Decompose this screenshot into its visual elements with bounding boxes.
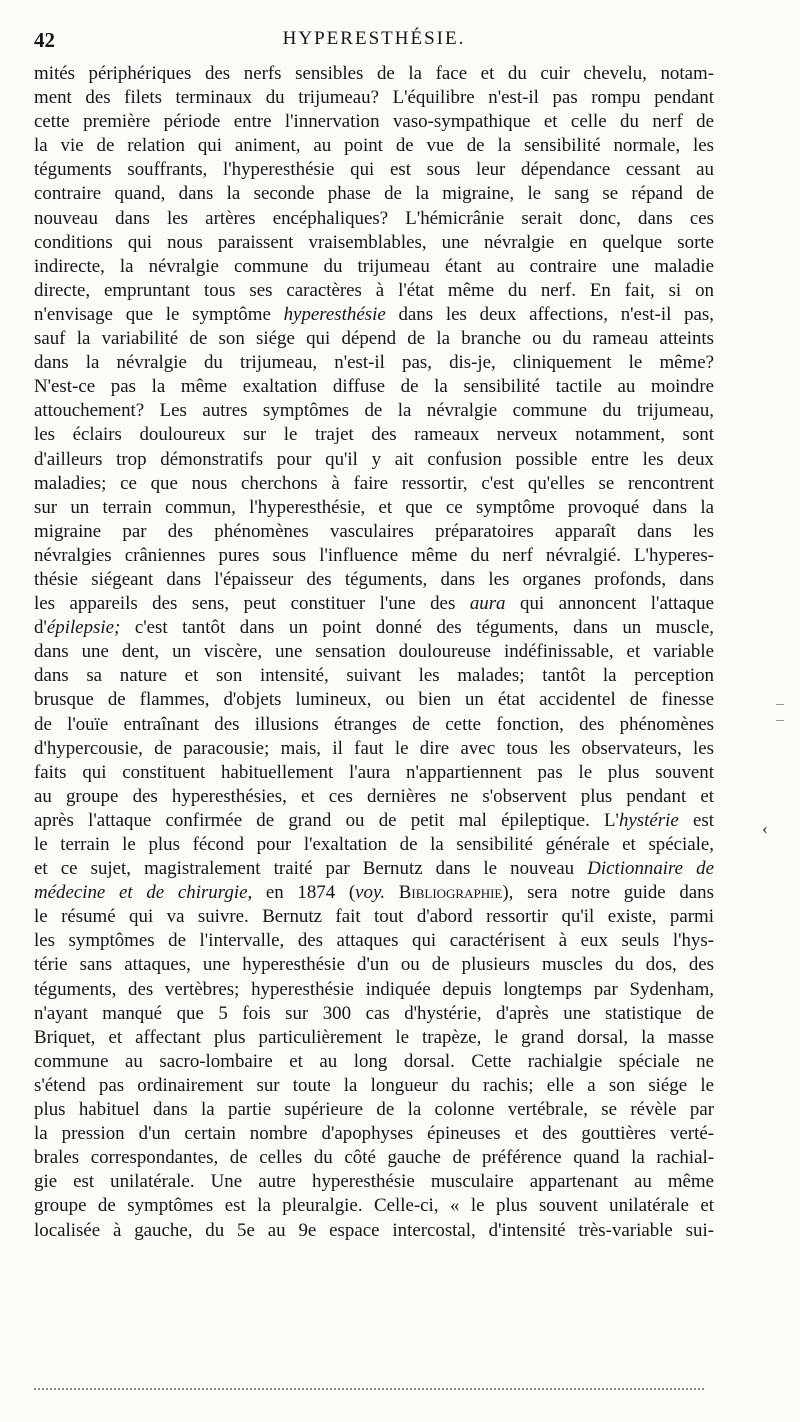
text-run: et ce sujet, magistralement traité par Bernutz dans le nouveau: [34, 858, 588, 880]
text-line: le terrain le plus fécond pour l'exaltation de la sensibilité générale et spéciale,: [34, 834, 714, 855]
text-line: s'étend pas ordinairement sur toute la longueur du rachis; elle a son siége le: [34, 1074, 714, 1096]
text-line: mités périphériques des nerfs sensibles de la face et du cuir chevelu, notam-: [34, 63, 714, 84]
text-line: les éclairs douloureux sur le trajet des rameaux nerveux notamment, sont: [34, 424, 714, 446]
text-line: contraire quand, dans la seconde phase de la migraine, le sang se répand de: [34, 183, 714, 205]
small-caps-reference: Bibliographie: [398, 882, 503, 904]
margin-mark: ‹: [762, 818, 768, 838]
text-line: d'hypercousie, de paracousie; mais, il faut le dire avec tous les observateurs, les: [34, 737, 714, 759]
text-line: [34, 303, 714, 327]
italic-term: hystérie: [618, 809, 679, 831]
text-line: cette première période entre l'innervation vaso-sympathique et celle du nerf de: [34, 111, 714, 133]
text-line: conditions qui nous paraissent vraisemblables, une névralgie en quelque sorte: [34, 231, 714, 253]
text-line: les symptômes de l'intervalle, des attaques qui caractérisent à eux seuls l'hys-: [34, 930, 714, 952]
body-text: [34, 62, 714, 1243]
text-line: [34, 857, 714, 881]
text-line: n'ayant manqué que 5 fois sur 300 cas d'hystérie, d'après une statistique de: [34, 1002, 714, 1024]
text-line: thésie siégeant dans l'épaisseur des téguments, dans les organes profonds, dans: [34, 568, 714, 590]
running-title: HYPERESTHÉSIE.: [282, 28, 466, 49]
text-line: [34, 881, 714, 905]
text-line: directe, empruntant tous ses caractères à l'état même du nerf. En fait, si on: [34, 279, 714, 301]
text-run: est: [678, 809, 714, 831]
text-line: faits qui constituent habituellement l'aura n'appartiennent pas le plus souvent: [34, 761, 714, 783]
text-line: indirecte, la névralgie commune du trijumeau étant au contraire une maladie: [34, 255, 714, 277]
text-run: qui annoncent l'attaque: [505, 593, 714, 615]
text-line: névralgies crâniennes pures sous l'influence même du nerf névralgié. L'hyperes-: [34, 544, 714, 566]
text-line: N'est-ce pas la même exaltation diffuse de la sensibilité tactile au moindre: [34, 376, 714, 398]
text-run: les appareils des sens, peut constituer l'une des: [34, 593, 470, 615]
text-line: migraine par des phénomènes vasculaires préparatoires apparaît dans les: [34, 520, 714, 542]
text-line: le résumé qui va suivre. Bernutz fait tout d'abord ressortir qu'il existe, parmi: [34, 906, 714, 928]
text-line: d'ailleurs trop démonstratifs pour qu'il y ait confusion possible entre les deux: [34, 448, 714, 470]
text-line: gie est unilatérale. Une autre hyperesthésie musculaire appartenant au même: [34, 1171, 714, 1193]
margin-tick: [776, 720, 784, 721]
text-run: après l'attaque confirmée de grand ou de petit mal épileptique. L': [34, 809, 619, 831]
italic-term: hyperesthésie: [283, 303, 386, 325]
italic-term: voy.: [355, 882, 386, 904]
text-line: dans sa nature et son intensité, suivant les malades; tantôt la perception: [34, 665, 714, 687]
text-line: la vie de relation qui animent, au point de vue de la sensibilité normale, les: [34, 135, 714, 157]
text-line: dans une dent, un viscère, une sensation douloureuse indéfinissable, et variable: [34, 641, 714, 663]
margin-tick: [776, 704, 784, 705]
text-line: attouchement? Les autres symptômes de la névralgie commune du trijumeau,: [34, 400, 714, 422]
text-line: téguments souffrants, l'hyperesthésie qui est sous leur dépendance cessant au: [34, 159, 714, 181]
text-line: sauf la variabilité de son siége qui dépend de la branche ou du rameau atteints: [34, 328, 714, 350]
text-line: dans la névralgie du trijumeau, n'est-il pas, dis-je, cliniquement le même?: [34, 352, 714, 374]
italic-term: épilepsie;: [46, 617, 121, 639]
text-line: groupe de symptômes est la pleuralgie. Celle-ci, « le plus souvent unilatérale et: [34, 1195, 714, 1217]
text-run: c'est tantôt dans un point donné des téguments, dans un muscle,: [120, 617, 714, 639]
text-run: n'envisage que le symptôme: [34, 303, 284, 325]
italic-title: médecine et de chirurgie: [34, 882, 248, 904]
text-line: [34, 809, 714, 833]
page-header: [34, 28, 714, 56]
text-line: brales correspondantes, de celles du côté gauche de préférence quand la rachial-: [34, 1147, 714, 1169]
page-number: 42: [34, 28, 55, 52]
text-line: ment des filets terminaux du trijumeau? L'équilibre n'est-il pas rompu pendant: [34, 87, 714, 109]
footer-rule: [34, 1388, 704, 1390]
text-line: localisée à gauche, du 5e au 9e espace intercostal, d'intensité très-variable sui-: [34, 1219, 714, 1241]
italic-term: aura: [469, 593, 506, 615]
text-line: téguments, des vertèbres; hyperesthésie indiquée depuis longtemps par Sydenham,: [34, 978, 714, 1000]
text-line: commune au sacro-lombaire et au long dorsal. Cette rachialgie spéciale ne: [34, 1050, 714, 1072]
text-line: [34, 616, 714, 640]
text-line: maladies; ce que nous cherchons à faire ressortir, c'est qu'elles se rencontrent: [34, 472, 714, 494]
text-run: , en 1874 (: [247, 882, 356, 904]
text-run: ), sera notre guide dans: [502, 882, 714, 904]
text-line: nouveau dans les artères encéphaliques? L'hémicrânie serait donc, dans ces: [34, 207, 714, 229]
text-line: de l'ouïe entraînant des illusions étranges de cette fonction, des phénomènes: [34, 713, 714, 735]
text-line: sur un terrain commun, l'hyperesthésie, et que ce symptôme provoqué dans la: [34, 496, 714, 518]
text-line: térie sans attaques, une hyperesthésie d'un ou de plusieurs muscles du dos, des: [34, 954, 714, 976]
text-run: dans les deux affections, n'est-il pas,: [385, 303, 714, 325]
text-line: plus habituel dans la partie supérieure de la colonne vertébrale, se révèle par: [34, 1099, 714, 1121]
text-line: [34, 592, 714, 616]
text-line: la pression d'un certain nombre d'apophyses épineuses et des gouttières verté-: [34, 1123, 714, 1145]
text-line: Briquet, et affectant plus particulièrement le trapèze, le grand dorsal, la masse: [34, 1026, 714, 1048]
text-line: au groupe des hyperesthésies, et ces dernières ne s'observent plus pendant et: [34, 785, 714, 807]
text-run: d': [34, 617, 47, 639]
italic-title: Dictionnaire de: [587, 858, 714, 880]
text-run: [385, 882, 399, 903]
text-line: brusque de flammes, d'objets lumineux, ou bien un état accidentel de finesse: [34, 689, 714, 711]
